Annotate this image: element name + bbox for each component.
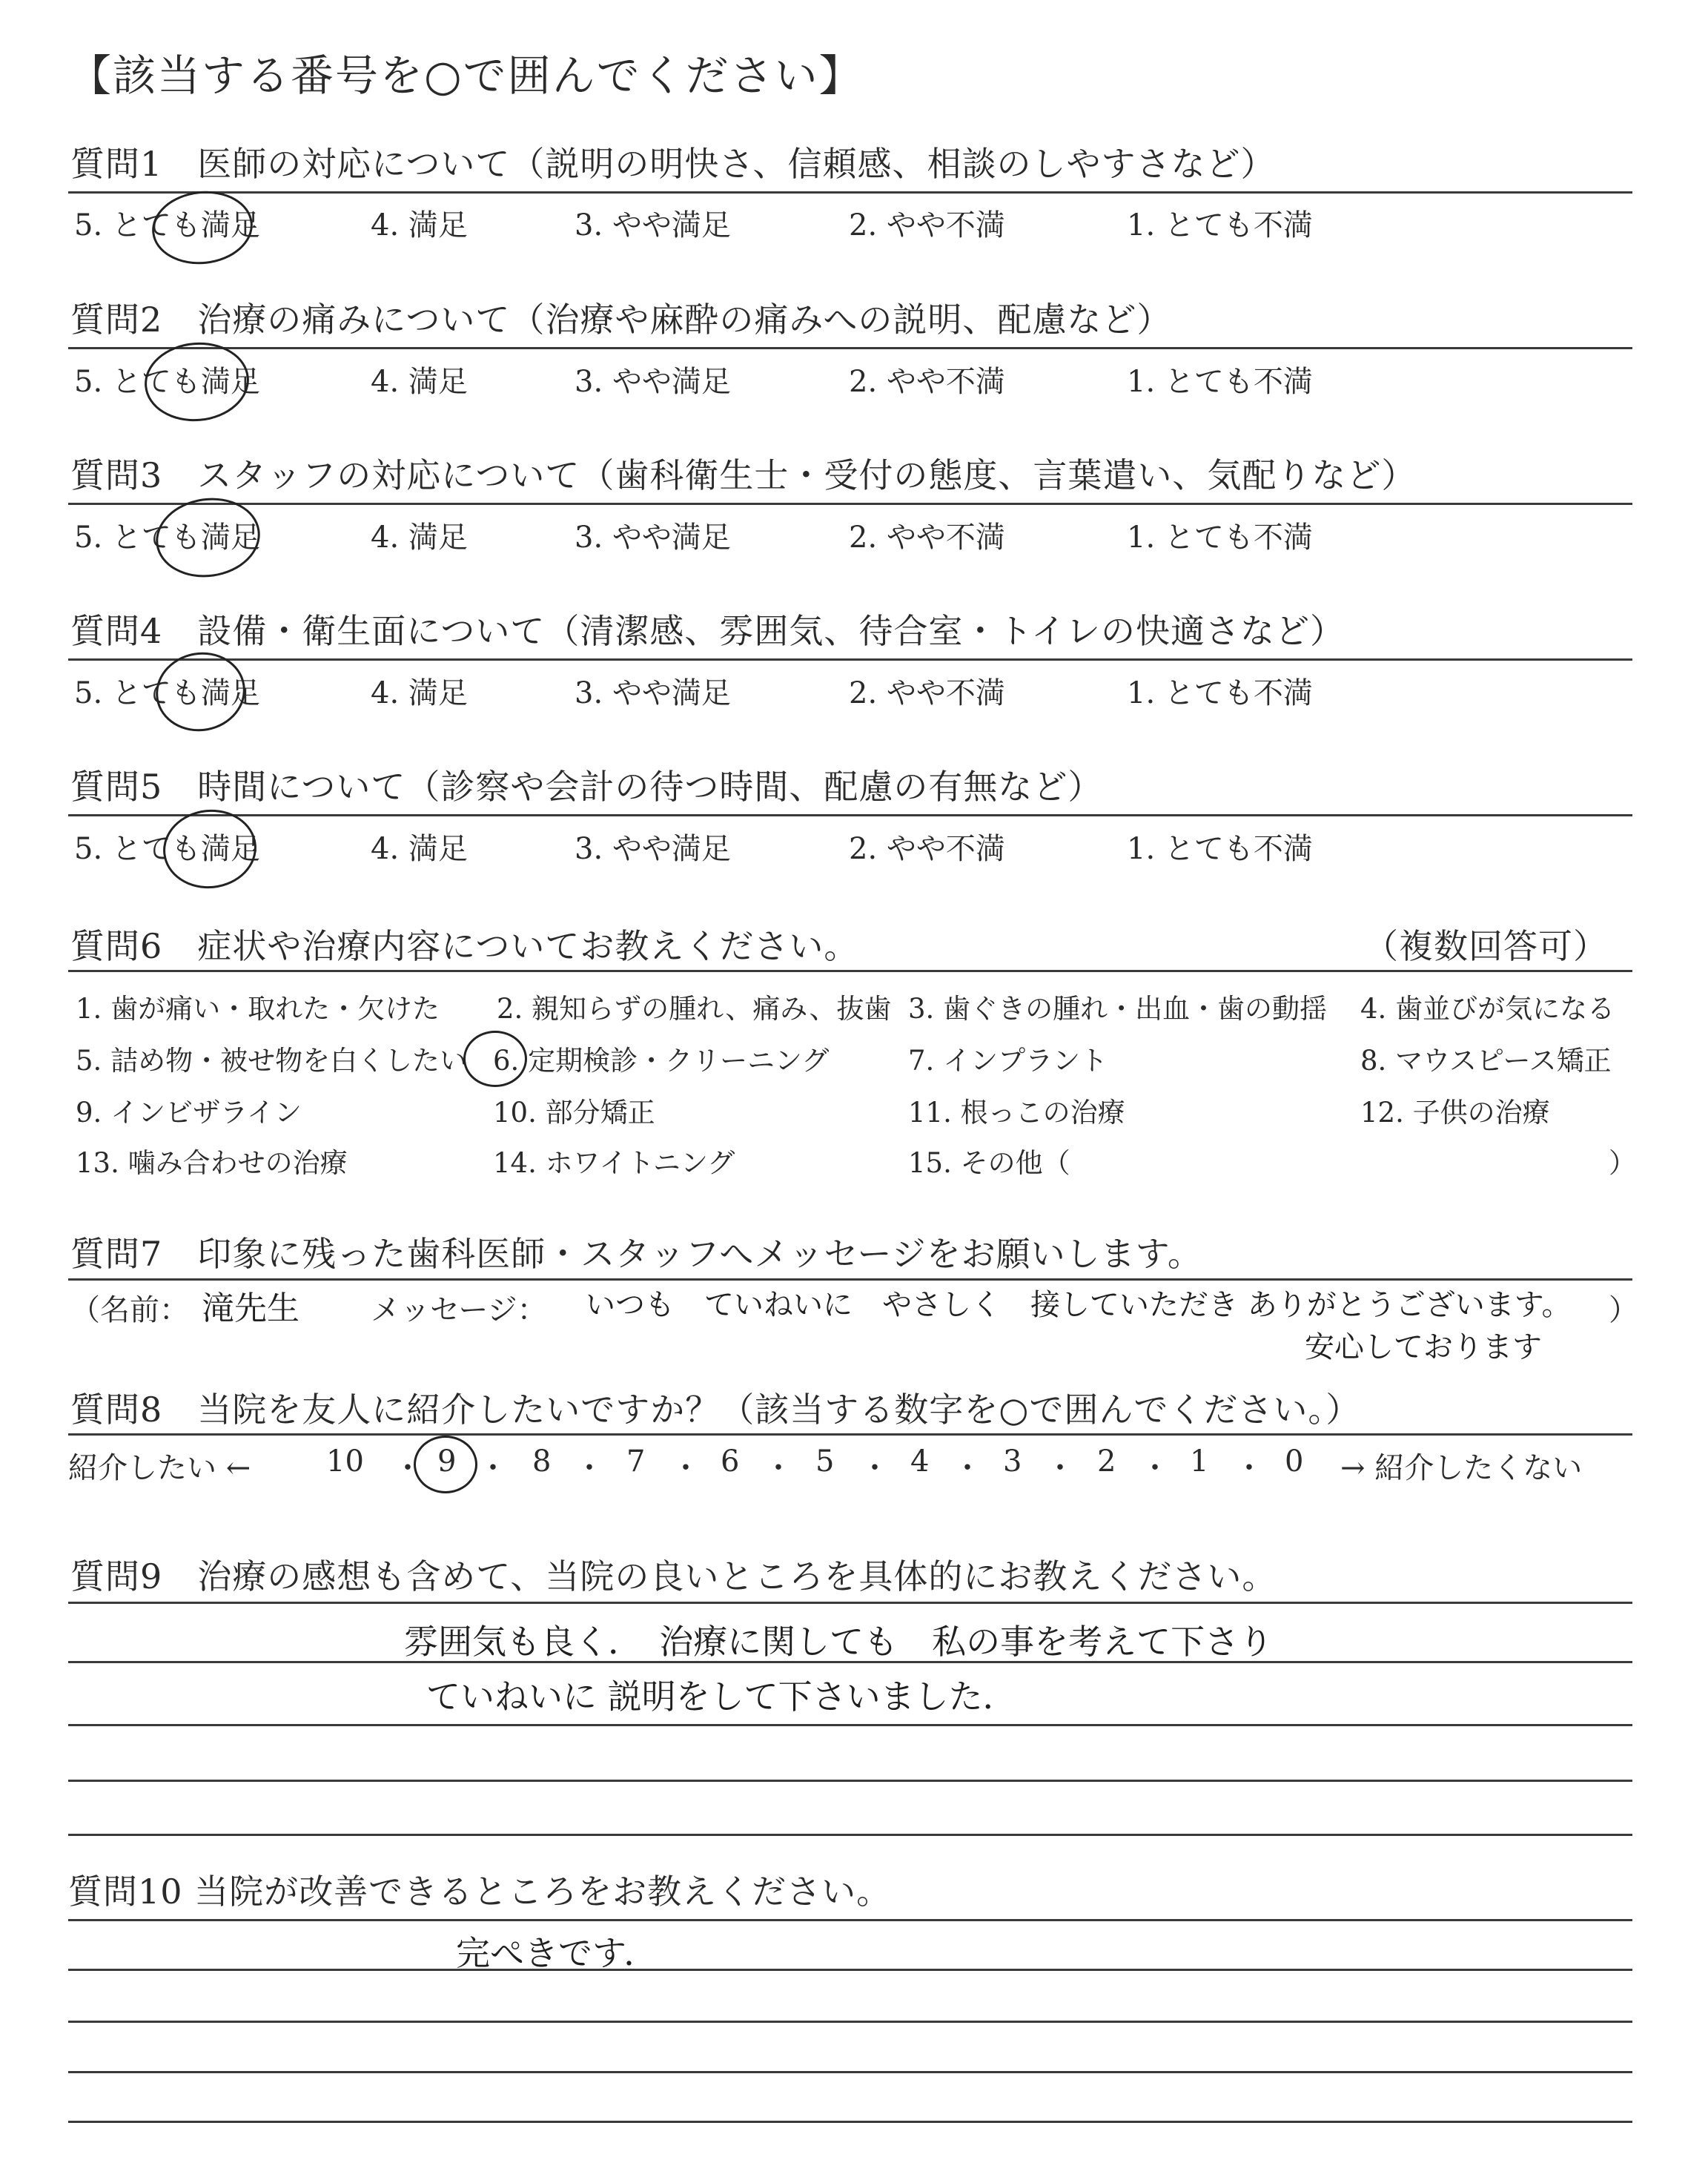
question-7-title: 質問7 印象に残った歯科医師・スタッフへメッセージをお願いします。	[70, 1234, 1202, 1274]
question-5-title: 質問5 時間について（診察や会計の待つ時間、配慮の有無など）	[70, 767, 1103, 807]
q5-option-2[interactable]: 2. やや不満	[849, 832, 1005, 866]
question-1-rule	[68, 191, 1632, 194]
q6-option-10[interactable]: 10. 部分矯正	[493, 1097, 655, 1129]
q4-option-5[interactable]: 5. とても満足	[74, 676, 260, 710]
q8-dot: ・	[1234, 1451, 1264, 1485]
q8-scale-2[interactable]: 2	[1097, 1444, 1116, 1479]
q7-name-value[interactable]: 滝先生	[202, 1289, 299, 1327]
q6-selection-circle	[463, 1031, 527, 1087]
question-10-rule-5	[68, 2121, 1632, 2123]
q1-option-2[interactable]: 2. やや不満	[849, 208, 1005, 242]
question-8-rule	[68, 1433, 1632, 1436]
q2-selection-circle	[142, 338, 253, 426]
q5-option-3[interactable]: 3. やや満足	[575, 832, 731, 866]
q8-dot: ・	[671, 1451, 701, 1485]
question-7-rule	[68, 1278, 1632, 1281]
q3-option-5[interactable]: 5. とても満足	[74, 521, 260, 555]
question-1-title: 質問1 医師の対応について（説明の明快さ、信頼感、相談のしやすさなど）	[70, 144, 1276, 184]
q4-option-3[interactable]: 3. やや満足	[575, 676, 731, 710]
q1-option-4[interactable]: 4. 満足	[371, 208, 468, 242]
q8-dot: ・	[393, 1451, 423, 1485]
q6-option-11[interactable]: 11. 根っこの治療	[908, 1097, 1125, 1129]
q6-option-9[interactable]: 9. インビザライン	[76, 1097, 302, 1129]
q7-name-label: （名前：	[70, 1293, 189, 1327]
q3-option-1[interactable]: 1. とても不満	[1127, 521, 1313, 555]
q8-scale-9[interactable]: 9	[437, 1444, 457, 1479]
q8-dot: ・	[764, 1451, 793, 1485]
q6-option-5[interactable]: 5. 詰め物・被せ物を白くしたい	[76, 1045, 468, 1077]
question-10-title: 質問10 当院が改善できるところをお教えください。	[68, 1872, 892, 1912]
q8-dot: ・	[1140, 1451, 1170, 1485]
q8-scale-0[interactable]: 0	[1285, 1444, 1304, 1479]
q8-left-label: 紹介したい ←	[68, 1451, 251, 1485]
q3-option-4[interactable]: 4. 満足	[371, 521, 468, 555]
q2-option-5[interactable]: 5. とても満足	[74, 365, 260, 399]
q7-close-paren: ）	[1609, 1293, 1638, 1327]
question-9-rule-1	[68, 1602, 1632, 1604]
question-9-rule-4	[68, 1780, 1632, 1782]
q9-answer-line-2[interactable]: ていねいに 説明をして下さいました．	[426, 1677, 1017, 1717]
q5-option-1[interactable]: 1. とても不満	[1127, 832, 1313, 866]
q6-option-15[interactable]: 15. その他（	[908, 1147, 1070, 1179]
question-2-rule	[68, 347, 1632, 349]
q4-option-1[interactable]: 1. とても不満	[1127, 676, 1313, 710]
q6-option-8[interactable]: 8. マウスピース矯正	[1360, 1045, 1612, 1077]
q8-right-label: → 紹介したくない	[1340, 1451, 1583, 1485]
question-9-title: 質問9 治療の感想も含めて、当院の良いところを具体的にお教えください。	[70, 1556, 1277, 1596]
question-10-rule-2	[68, 1969, 1632, 1971]
q2-option-3[interactable]: 3. やや満足	[575, 365, 731, 399]
q6-other-close-paren: ）	[1609, 1147, 1636, 1179]
q1-option-1[interactable]: 1. とても不満	[1127, 208, 1313, 242]
q5-selection-circle	[159, 805, 260, 894]
q9-answer-line-1[interactable]: 雰囲気も良く． 治療に関しても 私の事を考えて下さり	[404, 1622, 1274, 1662]
question-10-rule-4	[68, 2071, 1632, 2073]
q8-scale-8[interactable]: 8	[532, 1444, 552, 1479]
question-4-rule	[68, 658, 1632, 661]
q6-option-13[interactable]: 13. 噛み合わせの治療	[76, 1147, 348, 1179]
question-10-rule-1	[68, 1919, 1632, 1921]
q8-scale-3[interactable]: 3	[1003, 1444, 1022, 1479]
q8-scale-7[interactable]: 7	[626, 1444, 646, 1479]
q8-selection-circle	[414, 1436, 477, 1493]
question-6-note: （複数回答可）	[1364, 926, 1608, 966]
question-9-rule-3	[68, 1724, 1632, 1726]
question-4-title: 質問4 設備・衛生面について（清潔感、雰囲気、待合室・トイレの快適さなど）	[70, 611, 1345, 651]
q7-message-line-1[interactable]: いつも ていねいに やさしく 接していただき ありがとうございます。	[586, 1288, 1572, 1322]
question-3-rule	[68, 503, 1632, 505]
q1-selection-circle	[148, 186, 256, 269]
q2-option-2[interactable]: 2. やや不満	[849, 365, 1005, 399]
q1-option-5[interactable]: 5. とても満足	[74, 208, 260, 242]
q2-option-1[interactable]: 1. とても不満	[1127, 365, 1313, 399]
form-header: 【該当する番号を○で囲んでください】	[68, 50, 864, 101]
q6-option-12[interactable]: 12. 子供の治療	[1360, 1097, 1550, 1129]
q2-option-4[interactable]: 4. 満足	[371, 365, 468, 399]
q8-scale-5[interactable]: 5	[815, 1444, 835, 1479]
question-2-title: 質問2 治療の痛みについて（治療や麻酔の痛みへの説明、配慮など）	[70, 300, 1172, 340]
question-9-rule-5	[68, 1834, 1632, 1836]
question-6-rule	[68, 970, 1632, 972]
question-6-title: 質問6 症状や治療内容についてお教えください。	[70, 926, 859, 966]
q5-option-5[interactable]: 5. とても満足	[74, 832, 260, 866]
q6-option-4[interactable]: 4. 歯並びが気になる	[1360, 993, 1615, 1025]
q10-answer[interactable]: 完ぺきです．	[456, 1933, 658, 1973]
q6-option-7[interactable]: 7. インプラント	[908, 1045, 1108, 1077]
q8-dot: ・	[575, 1451, 604, 1485]
q6-option-14[interactable]: 14. ホワイトニング	[493, 1147, 735, 1179]
q7-message-label: メッセージ：	[371, 1293, 547, 1327]
question-8-title: 質問8 当院を友人に紹介したいですか？（該当する数字を○で囲んでください。）	[70, 1390, 1361, 1430]
question-3-title: 質問3 スタッフの対応について（歯科衛生士・受付の態度、言葉遣い、気配りなど）	[70, 455, 1417, 495]
q4-option-2[interactable]: 2. やや不満	[849, 676, 1005, 710]
q8-dot: ・	[953, 1451, 982, 1485]
q4-option-4[interactable]: 4. 満足	[371, 676, 468, 710]
q6-option-1[interactable]: 1. 歯が痛い・取れた・欠けた	[76, 993, 440, 1025]
q8-dot: ・	[478, 1451, 508, 1485]
q8-scale-1[interactable]: 1	[1190, 1444, 1209, 1479]
question-10-rule-3	[68, 2021, 1632, 2023]
q3-selection-circle	[150, 492, 265, 584]
q8-dot: ・	[860, 1451, 890, 1485]
q8-dot: ・	[1045, 1451, 1075, 1485]
question-9-rule-2	[68, 1661, 1632, 1663]
q7-message-line-2[interactable]: 安心しております	[1305, 1330, 1542, 1364]
q6-option-6[interactable]: 6. 定期検診・クリーニング	[493, 1045, 830, 1077]
q6-option-2[interactable]: 2. 親知らずの腫れ、痛み、抜歯	[497, 993, 892, 1025]
q3-option-3[interactable]: 3. やや満足	[575, 521, 731, 555]
q6-option-3[interactable]: 3. 歯ぐきの腫れ・出血・歯の動揺	[908, 993, 1328, 1025]
q1-option-3[interactable]: 3. やや満足	[575, 208, 731, 242]
question-5-rule	[68, 814, 1632, 816]
q8-scale-4[interactable]: 4	[910, 1444, 930, 1479]
q5-option-4[interactable]: 4. 満足	[371, 832, 468, 866]
q3-option-2[interactable]: 2. やや不満	[849, 521, 1005, 555]
q8-scale-10[interactable]: 10	[326, 1444, 364, 1479]
q8-scale-6[interactable]: 6	[721, 1444, 740, 1479]
